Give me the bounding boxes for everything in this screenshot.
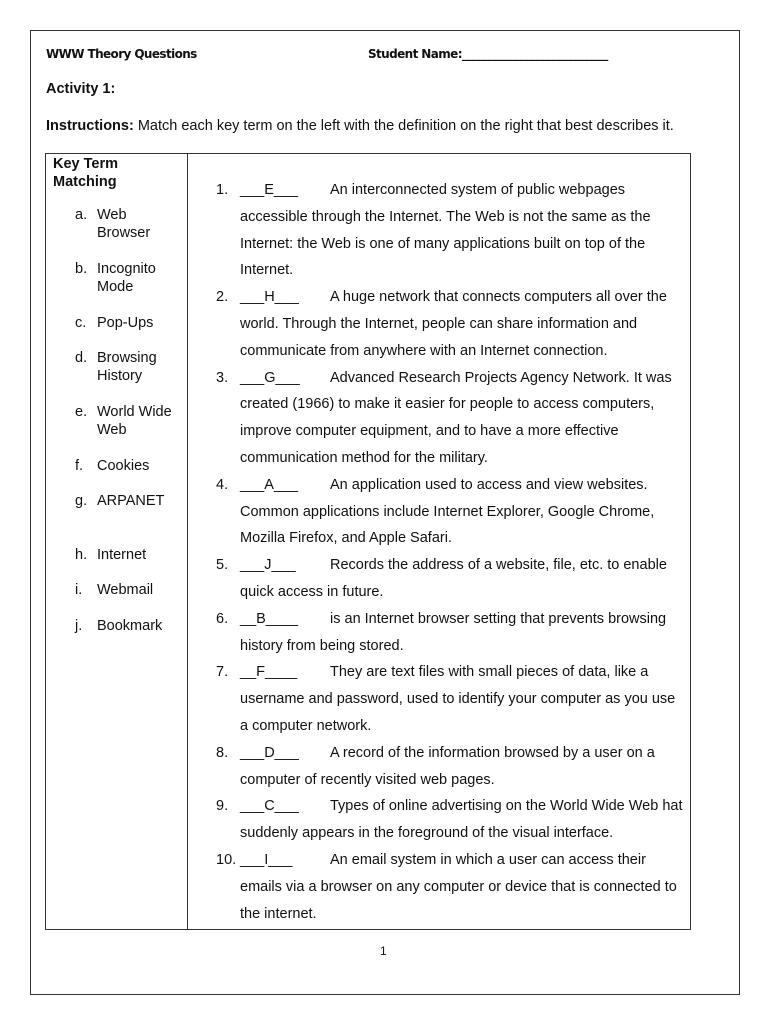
definition-number: 7.	[216, 664, 229, 681]
answer-blank: __F____	[240, 664, 298, 681]
definition-text: Records the address of a website, file, etc. to enable quick access in future.	[240, 557, 667, 600]
definition-text: They are text files with small pieces of data, like a username and password, used to identify your computer as you use a computer network.	[240, 664, 676, 734]
definition-text: is an Internet browser setting that prevents browsing history from being stored.	[240, 610, 667, 654]
answer-blank: ___I___	[240, 851, 293, 868]
definition-item	[216, 177, 685, 284]
matching-table	[45, 153, 691, 930]
definition-number: 4.	[216, 476, 229, 493]
term-letter: d.	[75, 350, 88, 366]
term-letter: c.	[75, 315, 87, 331]
definition-number: 5.	[216, 557, 229, 574]
term-label: Browsing History	[97, 350, 157, 384]
term-letter: e.	[75, 404, 88, 420]
definition-item	[216, 552, 685, 606]
definition-text: A record of the information browsed by a user on a computer of recently visited web pages.	[240, 744, 655, 788]
term-label: Pop-Ups	[97, 315, 154, 331]
definition-number: 3.	[216, 369, 229, 386]
term-label: Internet	[97, 547, 147, 563]
definition-item	[216, 740, 685, 794]
term-label: Incognito Mode	[97, 261, 156, 295]
instructions	[46, 118, 674, 134]
definition-number: 10.	[216, 851, 237, 868]
answer-blank: ___A___	[240, 476, 299, 493]
answer-blank: ___C___	[240, 798, 299, 815]
definition-text: An email system in which a user can access their emails via a browser on any computer or device that is connected to the internet.	[240, 851, 677, 922]
definition-item	[216, 365, 685, 472]
definition-number: 1.	[216, 182, 229, 198]
page-number: 1	[380, 944, 387, 958]
definition-item	[216, 847, 685, 927]
term-label: Cookies	[97, 458, 150, 474]
term-label: Webmail	[97, 582, 154, 598]
definition-number: 8.	[216, 744, 229, 761]
answer-blank: ___G___	[240, 369, 300, 386]
definitions-list	[216, 177, 685, 927]
definition-item	[216, 793, 685, 847]
instructions-text: Match each key term on the left with the definition on the right that best describes it.	[133, 118, 674, 134]
column-divider	[187, 154, 188, 929]
term-label: Bookmark	[97, 618, 163, 634]
definition-item	[216, 606, 685, 660]
definition-text: Advanced Research Projects Agency Network. It was created (1966) to make it easier for people to access computers, improve computer equipment, and to have a more effective communication method for the military.	[240, 369, 672, 466]
term-letter: f.	[75, 458, 84, 474]
term-label: Web Browser	[97, 207, 151, 241]
definition-number: 9.	[216, 798, 229, 815]
term-letter: b.	[75, 261, 88, 277]
instructions-label: Instructions:	[46, 118, 134, 134]
term-letter: j.	[75, 618, 83, 634]
definition-item	[216, 659, 685, 739]
student-name-field: Student Name:___________________________	[368, 47, 608, 61]
answer-blank: ___D___	[240, 744, 299, 761]
term-label: ARPANET	[97, 493, 165, 509]
term-letter: g.	[75, 493, 88, 509]
answer-blank: ___H___	[240, 289, 299, 306]
term-label: World Wide Web	[97, 404, 172, 438]
definition-number: 2.	[216, 289, 229, 306]
key-term-heading: Key Term Matching	[53, 156, 119, 190]
definition-text: An interconnected system of public webpages accessible through the Internet. The Web is not the same as the Internet: the Web is one of many applications built on top of the Internet.	[240, 182, 651, 279]
term-letter: i.	[75, 582, 83, 598]
term-letter: h.	[75, 547, 88, 563]
term-letter: a.	[75, 207, 88, 223]
definition-text: A huge network that connects computers all over the world. Through the Internet, people can share information and communicate from anywhere with an Internet connection.	[240, 289, 667, 359]
definition-text: An application used to access and view websites. Common applications include Internet Explorer, Google Chrome, Mozilla Firefox, and Apple Safari.	[240, 476, 655, 547]
definition-item	[216, 472, 685, 552]
answer-blank: ___E___	[240, 182, 299, 198]
answer-blank: ___J___	[240, 557, 296, 574]
definition-item	[216, 284, 685, 364]
document-title: WWW Theory Questions	[46, 47, 197, 61]
definition-number: 6.	[216, 610, 229, 627]
activity-heading: Activity 1:	[46, 81, 116, 97]
definition-text: Types of online advertising on the World Wide Web hat suddenly appears in the foreground of the visual interface.	[240, 798, 683, 842]
answer-blank: __B____	[240, 610, 299, 627]
